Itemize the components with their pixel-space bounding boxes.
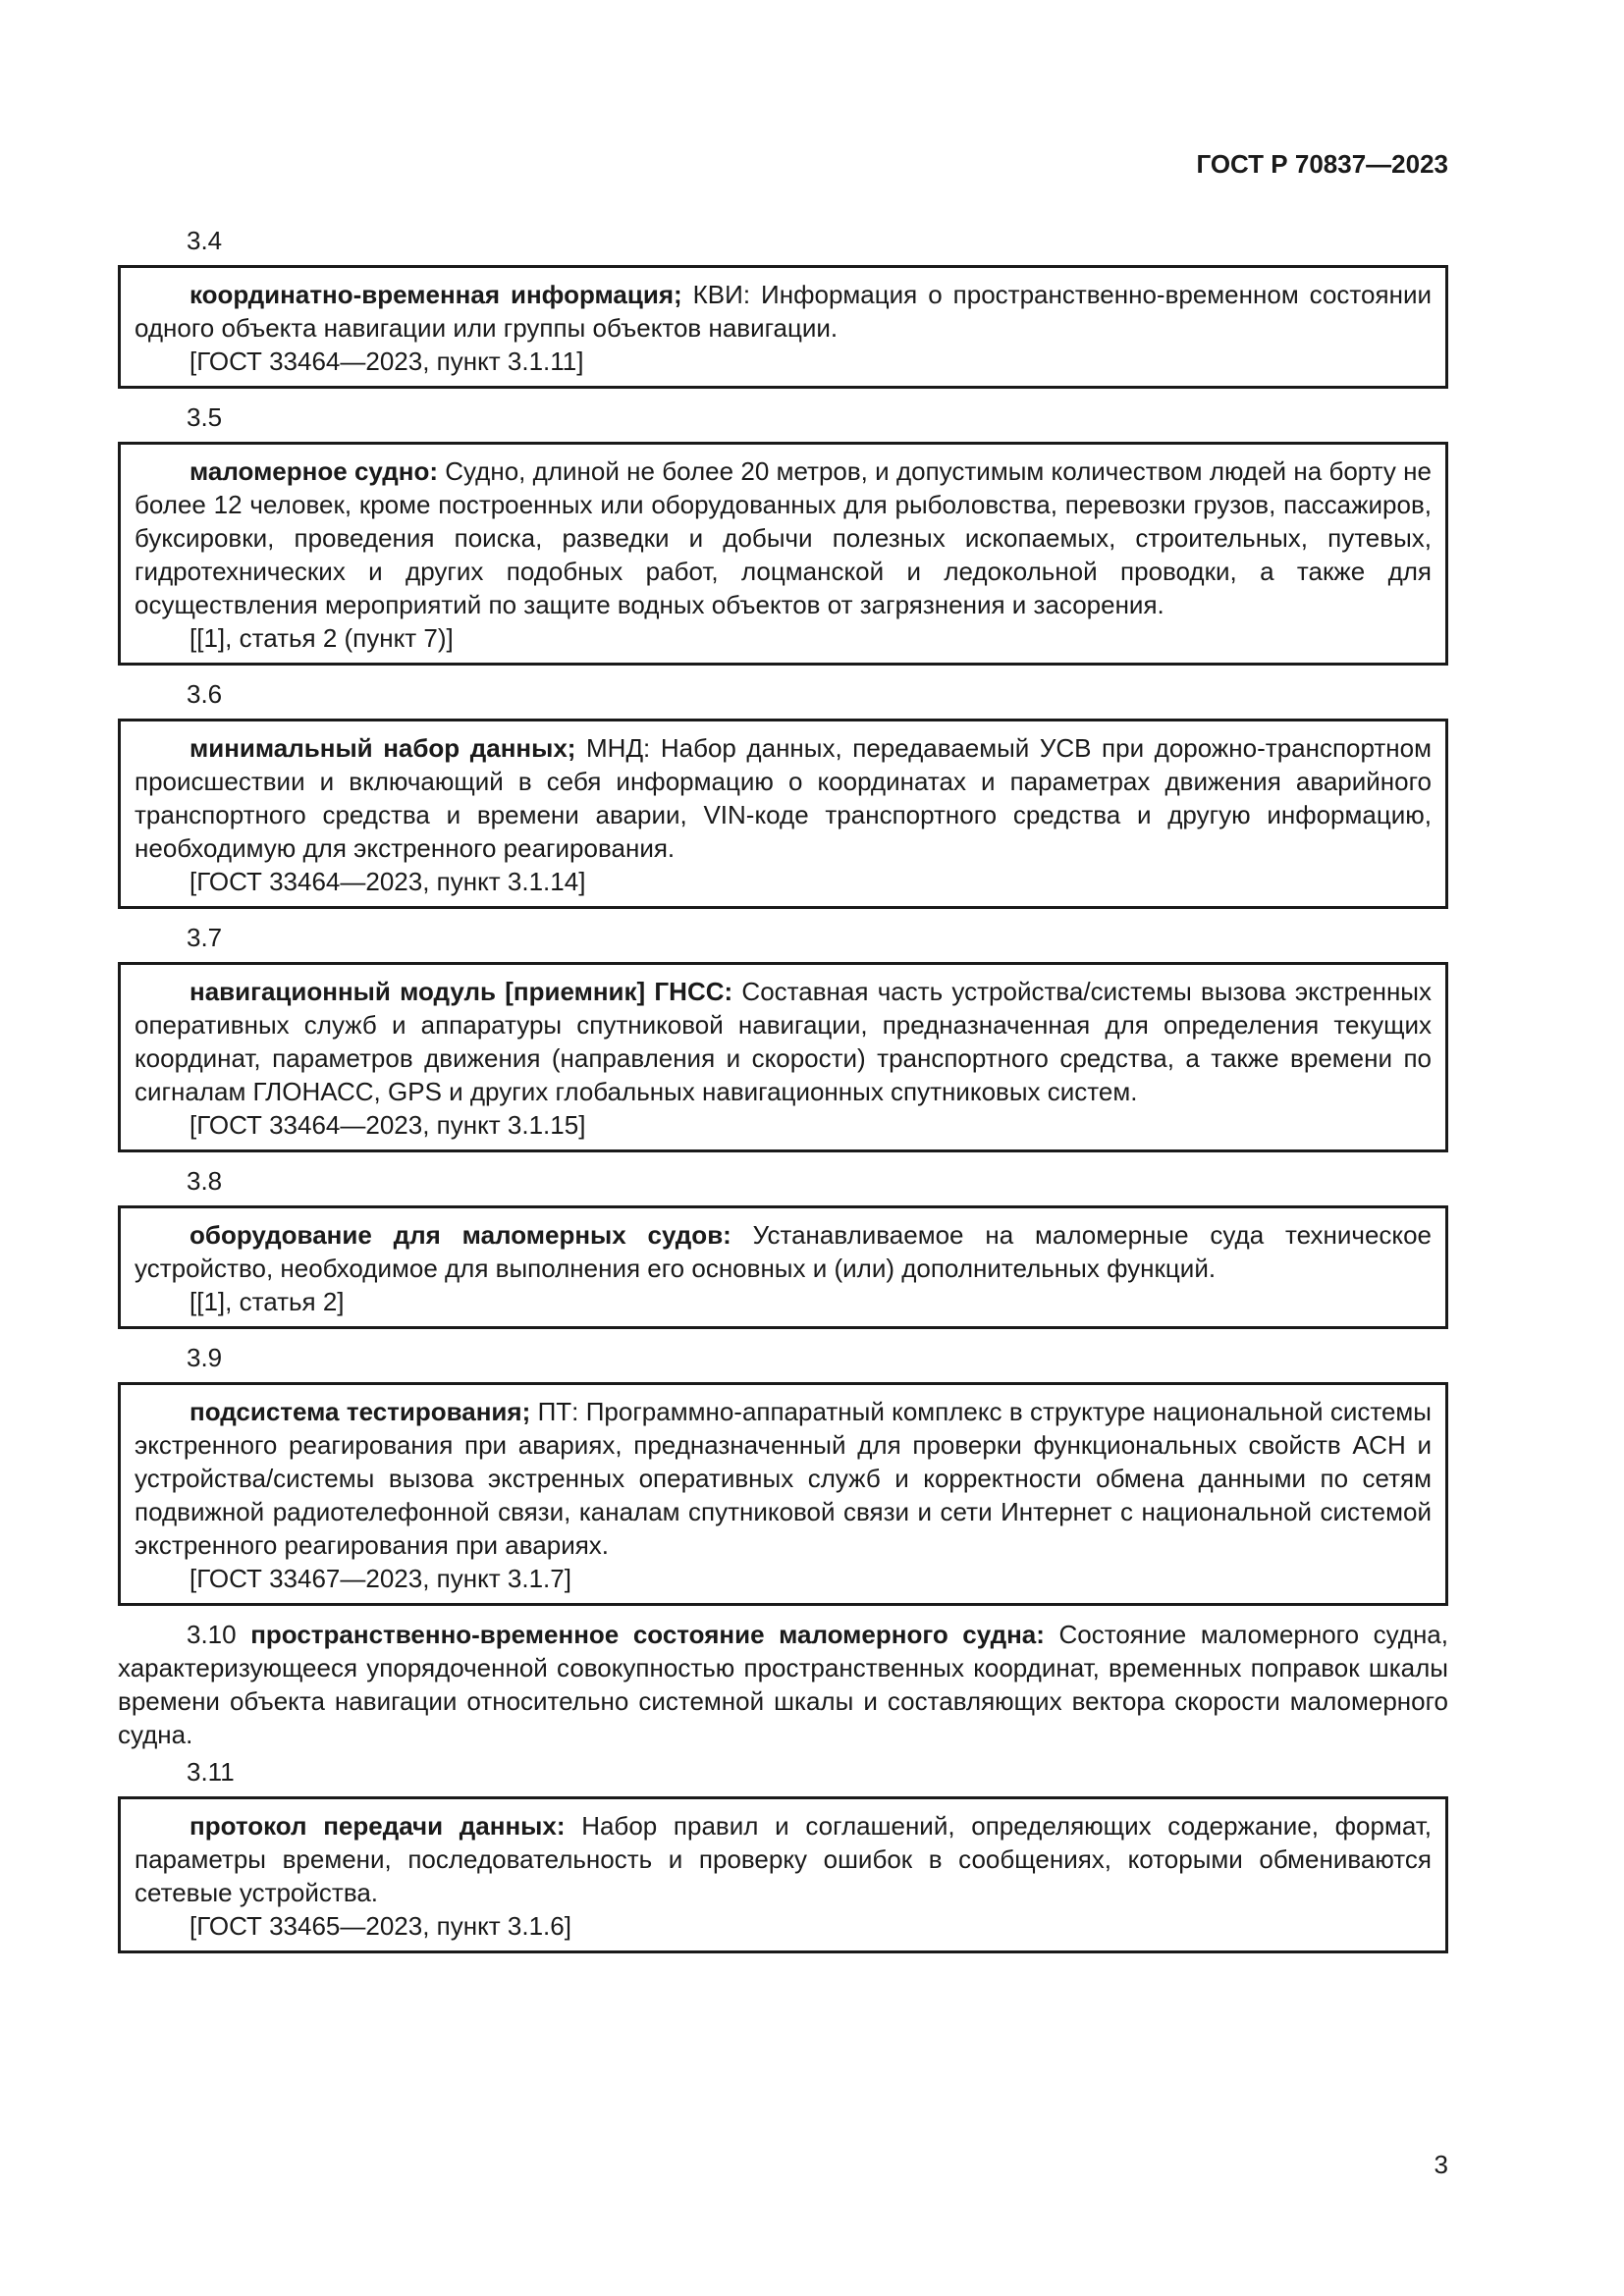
terms-list <box>118 224 1448 1965</box>
term-definition <box>135 975 1432 1108</box>
entry-number: 3.6 <box>187 679 223 709</box>
term-name: пространственно-временное состояние маломерного судна: <box>250 1620 1045 1649</box>
term-box <box>118 265 1448 389</box>
term-name: подсистема тестирования; <box>189 1397 531 1426</box>
term-name: минимальный набор данных; <box>189 733 576 763</box>
entry-number: 3.5 <box>187 402 223 432</box>
term-definition <box>135 731 1432 865</box>
term-box <box>118 442 1448 666</box>
term-source: [ГОСТ 33464—2023, пункт 3.1.15] <box>189 1110 586 1140</box>
term-box <box>118 1382 1448 1606</box>
term-source: [ГОСТ 33467—2023, пункт 3.1.7] <box>189 1564 571 1593</box>
term-definition <box>135 278 1432 345</box>
term-name: оборудование для маломерных судов: <box>189 1220 731 1250</box>
term-name: протокол передачи данных: <box>189 1811 566 1841</box>
plain-term-paragraph <box>118 1618 1448 1751</box>
term-definition <box>135 454 1432 621</box>
definition-text: Составная часть устройства/системы вызова экстренных оперативных служб и аппаратуры спутниковой навигации, предназначенная для определения текущих координат, параметров движения (направления и скорости) транспортного средства, а также времени по сигналам ГЛОНАСС, GPS и других глобальных навигационных спутниковых систем. <box>135 977 1432 1106</box>
term-source: [ГОСТ 33464—2023, пункт 3.1.11] <box>189 347 584 376</box>
term-source: [[1], статья 2 (пункт 7)] <box>189 623 454 653</box>
definition-text: МНД: Набор данных, передаваемый УСВ при дорожно-транспортном происшествии и включающий в себя информацию о координатах и параметрах движения аварийного транспортного средства и времени аварии, VIN-коде транспортного средства и другую информацию, необходимую для экстренного реагирования. <box>135 733 1432 863</box>
term-source: [ГОСТ 33464—2023, пункт 3.1.14] <box>189 867 586 896</box>
term-name: маломерное судно: <box>189 456 438 486</box>
page-number: 3 <box>1434 2150 1448 2179</box>
term-box <box>118 719 1448 909</box>
definition-text: КВИ: Информация о пространственно-временном состоянии одного объекта навигации или группы объектов навигации. <box>135 280 1432 343</box>
term-box <box>118 1205 1448 1329</box>
definition-text: ПТ: Программно-аппаратный комплекс в структуре национальной системы экстренного реагирования при авариях, предназначенный для проверки функциональных свойств АСН и устройства/системы вызова экстренных оперативных служб и корректности обмена данными по сетям подвижной радиотелефонной связи, каналам спутниковой связи и сети Интернет с национальной системой экстренного реагирования при авариях. <box>135 1397 1432 1560</box>
term-definition <box>135 1218 1432 1285</box>
term-source: [[1], статья 2] <box>189 1287 345 1316</box>
entry-number: 3.4 <box>187 226 223 255</box>
definition-text: Состояние маломерного судна, характеризующееся упорядоченной совокупностью пространственных координат, временных поправок шкалы времени объекта навигации относительно системной шкалы и составляющих вектора скорости маломерного судна. <box>118 1620 1448 1749</box>
term-box <box>118 962 1448 1152</box>
entry-number: 3.8 <box>187 1166 223 1196</box>
term-definition <box>135 1809 1432 1909</box>
entry-number: 3.10 <box>187 1620 237 1649</box>
document-header: ГОСТ Р 70837—2023 <box>1196 149 1448 179</box>
definition-text: Набор правил и соглашений, определяющих содержание, формат, параметры времени, последовательность и проверку ошибок в сообщениях, которыми обмениваются сетевые устройства. <box>135 1811 1432 1907</box>
definition-text: Устанавливаемое на маломерные суда техническое устройство, необходимое для выполнения его основных и (или) дополнительных функций. <box>135 1220 1432 1283</box>
term-name: координатно-временная информация; <box>189 280 682 309</box>
definition-text: Судно, длиной не более 20 метров, и допустимым количеством людей на борту не более 12 человек, кроме построенных или оборудованных для рыболовства, перевозки грузов, пассажиров, буксировки, проведения поиска, разведки и добычи полезных ископаемых, строительных, путевых, гидротехнических и других подобных работ, лоцманской и ледокольной проводки, а также для осуществления мероприятий по защите водных объектов от загрязнения и засорения. <box>135 456 1432 619</box>
term-definition <box>135 1395 1432 1562</box>
entry-number: 3.9 <box>187 1343 223 1372</box>
entry-number: 3.7 <box>187 923 223 952</box>
term-name: навигационный модуль [приемник] ГНСС: <box>189 977 733 1006</box>
entry-number: 3.11 <box>187 1757 235 1787</box>
term-source: [ГОСТ 33465—2023, пункт 3.1.6] <box>189 1911 571 1941</box>
term-box <box>118 1796 1448 1953</box>
